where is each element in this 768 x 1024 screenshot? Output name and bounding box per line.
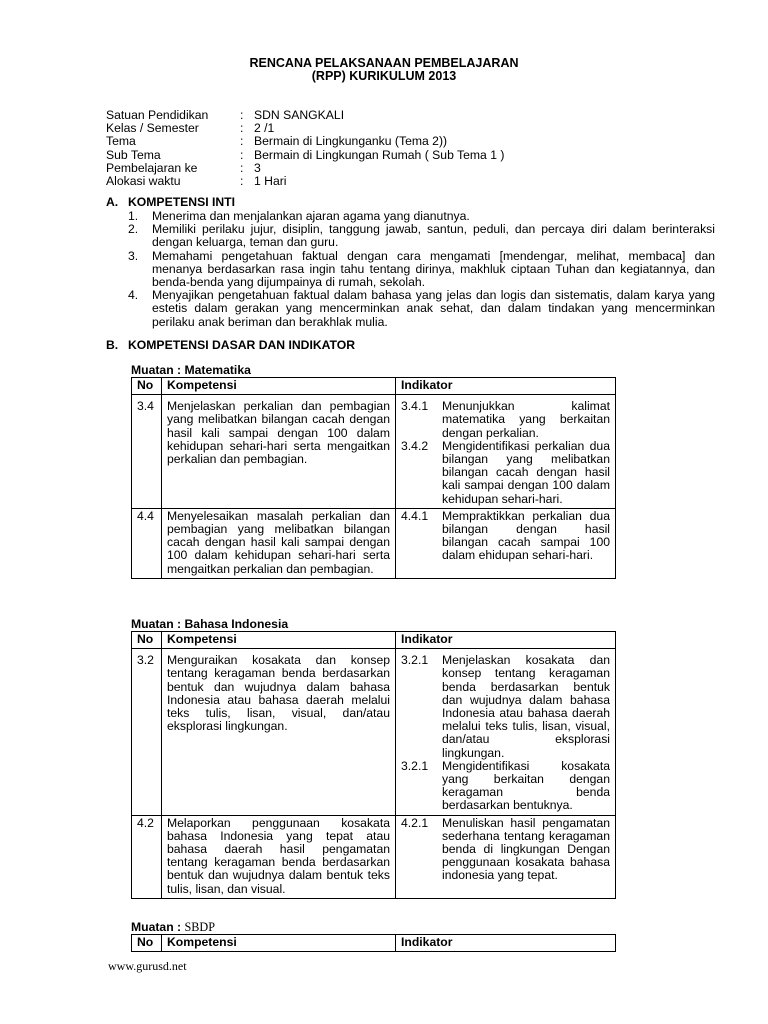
column-header-no: No bbox=[132, 378, 162, 395]
indikator-item bbox=[401, 817, 610, 883]
identity-label: Alokasi waktu bbox=[106, 173, 181, 188]
identity-value: 2 /1 bbox=[254, 121, 275, 136]
muatan-prefix: Muatan : bbox=[131, 920, 182, 934]
indikator-number: 4.2.1 bbox=[401, 815, 429, 830]
identity-colon: : bbox=[240, 173, 244, 188]
document-subtitle: (RPP) KURIKULUM 2013 bbox=[311, 69, 457, 83]
list-text: Menyajikan pengetahuan faktual dalam bahasa yang jelas dan logis dan sistematis, dalam karya yang estetis dalam gerakan yang mencerminkan anak sehat, dan dalam tindakan yang mencerminkan perilaku anak beriman dan berakhlak mulia. bbox=[152, 288, 715, 329]
identity-colon: : bbox=[240, 108, 244, 122]
indikator-number: 3.2.1 bbox=[401, 653, 429, 668]
identity-row bbox=[106, 175, 504, 188]
cell-kompetensi bbox=[162, 649, 396, 815]
list-number: 3. bbox=[128, 248, 139, 263]
identity-colon: : bbox=[240, 160, 244, 175]
section-title: KOMPETENSI DASAR DAN INDIKATOR bbox=[128, 338, 356, 352]
identity-colon: : bbox=[240, 121, 244, 136]
identity-value: Bermain di Lingkungan Rumah ( Sub Tema 1 ) bbox=[254, 147, 505, 162]
cell-no bbox=[132, 815, 162, 898]
indikator-number: 3.4.1 bbox=[401, 399, 429, 414]
footer-url: www.gurusd.net bbox=[108, 959, 187, 973]
kompetensi-text: Menyelesaikan masalah perkalian dan pembagian yang melibatkan bilangan cacah dengan hasil kali sampai dengan 100 dalam kehidupan sehari-hari serta mengaitkan perkalian dan pembagian. bbox=[167, 508, 390, 576]
list-item bbox=[128, 250, 715, 290]
identity-value: Bermain di Lingkunganku (Tema 2)) bbox=[254, 134, 448, 149]
indikator-item bbox=[401, 400, 610, 440]
bahasa-table bbox=[131, 631, 616, 899]
identity-label: Pembelajaran ke bbox=[106, 160, 198, 175]
cell-kompetensi bbox=[162, 815, 396, 898]
identity-row bbox=[106, 149, 504, 162]
indikator-text: Menunjukkan kalimat matematika yang berkaitan dengan perkalian. bbox=[442, 399, 610, 440]
row-number: 4.2 bbox=[137, 815, 154, 830]
indikator-item bbox=[401, 510, 610, 563]
identity-colon: : bbox=[240, 147, 244, 162]
cell-kompetensi bbox=[162, 508, 396, 578]
indikator-number: 3.2.1 bbox=[401, 758, 429, 773]
sbdp-table bbox=[131, 934, 616, 952]
column-header-no: No bbox=[132, 632, 162, 649]
identity-row bbox=[106, 135, 504, 148]
list-text: Menerima dan menjalankan ajaran agama yang dianutnya. bbox=[152, 209, 470, 223]
table-row bbox=[132, 649, 616, 815]
cell-no bbox=[132, 649, 162, 815]
identity-label: Tema bbox=[106, 134, 136, 149]
muatan-name: SBDP bbox=[184, 920, 215, 934]
indikator-number: 4.4.1 bbox=[401, 508, 429, 523]
section-b-heading bbox=[106, 339, 355, 352]
indikator-text: Mempraktikkan perkalian dua bilangan dengan hasil bilangan cacah sampai 100 dalam ehidupan sehari-hari. bbox=[442, 508, 610, 563]
column-header-no: No bbox=[132, 935, 162, 952]
column-header-indikator: Indikator bbox=[396, 935, 616, 952]
kompetensi-text: Melaporkan penggunaan kosakata bahasa Indonesia yang tepat atau bahasa daerah hasil pengamatan tentang keragaman benda berdasarkan bentuk dan wujudnya dalam bentuk teks tulis, lisan, dan visual. bbox=[167, 815, 390, 896]
table-header-row bbox=[132, 935, 616, 952]
column-header-kompetensi: Kompetensi bbox=[162, 935, 396, 952]
identity-value: SDN SANGKALI bbox=[254, 108, 345, 122]
list-item bbox=[128, 223, 715, 249]
list-text: Memiliki perilaku jujur, disiplin, tanggung jawab, santun, peduli, dan percaya diri dalam berinteraksi dengan keluarga, teman dan guru. bbox=[152, 222, 715, 250]
identity-value: 1 Hari bbox=[254, 173, 287, 188]
cell-indikator bbox=[396, 815, 616, 898]
identity-label: Sub Tema bbox=[106, 147, 161, 162]
table-row bbox=[132, 815, 616, 898]
table-row bbox=[132, 395, 616, 509]
column-header-indikator: Indikator bbox=[396, 378, 616, 395]
muatan-matematika-label: Muatan : Matematika bbox=[131, 363, 251, 377]
column-header-kompetensi: Kompetensi bbox=[162, 632, 396, 649]
section-a-heading bbox=[106, 196, 235, 209]
row-number: 3.4 bbox=[137, 399, 154, 414]
kompetensi-text: Menguraikan kosakata dan konsep tentang keragaman benda berdasarkan bentuk dan wujudnya dalam bahasa Indonesia atau bahasa daerah melalui teks tulis, lisan, visual, dan/atau eksplorasi lingkungan. bbox=[167, 653, 390, 734]
identity-value: 3 bbox=[254, 160, 261, 175]
table-header-row bbox=[132, 632, 616, 649]
list-number: 4. bbox=[128, 288, 139, 303]
list-item bbox=[128, 289, 715, 329]
column-header-indikator: Indikator bbox=[396, 632, 616, 649]
muatan-sbdp-label bbox=[131, 921, 215, 934]
cell-indikator bbox=[396, 649, 616, 815]
table-header-row bbox=[132, 378, 616, 395]
indikator-item bbox=[401, 654, 610, 760]
row-number: 4.4 bbox=[137, 508, 154, 523]
muatan-bahasa-label: Muatan : Bahasa Indonesia bbox=[131, 617, 289, 631]
cell-no bbox=[132, 395, 162, 509]
kompetensi-text: Menjelaskan perkalian dan pembagian yang melibatkan bilangan cacah dengan hasil kali sampai dengan 100 dalam kehidupan sehari-hari serta mengaitkan perkalian dan pembagian. bbox=[167, 399, 390, 467]
indikator-text: Menjelaskan kosakata dan konsep tentang keragaman benda berdasarkan bentuk dan wujudnya dalam bahasa Indonesia atau bahasa daerah melalui teks tulis, lisan, visual, dan/atau eksplorasi lingkungan. bbox=[442, 653, 610, 760]
cell-no bbox=[132, 508, 162, 578]
identity-colon: : bbox=[240, 134, 244, 149]
matematika-table bbox=[131, 377, 616, 579]
indikator-item bbox=[401, 440, 610, 506]
identity-row bbox=[106, 162, 504, 175]
table-row bbox=[132, 508, 616, 578]
indikator-text: Mengidentifikasi perkalian dua bilangan yang melibatkan bilangan cacah dengan hasil kali sampai dengan 100 dalam kehidupan sehari-hari. bbox=[442, 438, 610, 506]
indikator-text: Mengidentifikasi kosakata yang berkaitan dengan keragaman benda berdasarkan bentuknya. bbox=[442, 758, 610, 813]
section-letter: A. bbox=[106, 195, 119, 209]
section-letter: B. bbox=[106, 338, 119, 352]
document-title: RENCANA PELAKSANAAN PEMBELAJARAN bbox=[249, 56, 519, 70]
identity-label: Kelas / Semester bbox=[106, 121, 199, 136]
identity-label: Satuan Pendidikan bbox=[106, 108, 209, 122]
indikator-text: Menuliskan hasil pengamatan sederhana tentang keragaman benda di lingkungan Dengan penggunaan kosakata bahasa indonesia yang tepat. bbox=[442, 815, 610, 883]
cell-kompetensi bbox=[162, 395, 396, 509]
list-text: Memahami pengetahuan faktual dengan cara mengamati [mendengar, melihat, membaca] dan menanya berdasarkan rasa ingin tahu tentang dirinya, makhluk ciptaan Tuhan dan kegiatannya, dan benda-benda yang dijumpainya di rumah, sekolah. bbox=[152, 248, 715, 290]
indikator-item bbox=[401, 760, 610, 813]
indikator-number: 3.4.2 bbox=[401, 438, 429, 453]
cell-indikator bbox=[396, 508, 616, 578]
kompetensi-inti-list bbox=[128, 210, 715, 329]
cell-indikator bbox=[396, 395, 616, 509]
row-number: 3.2 bbox=[137, 653, 154, 668]
section-title: KOMPETENSI INTI bbox=[128, 195, 235, 209]
column-header-kompetensi: Kompetensi bbox=[162, 378, 396, 395]
list-number: 2. bbox=[128, 222, 139, 237]
list-number: 1. bbox=[128, 209, 139, 223]
identity-block bbox=[106, 109, 504, 188]
